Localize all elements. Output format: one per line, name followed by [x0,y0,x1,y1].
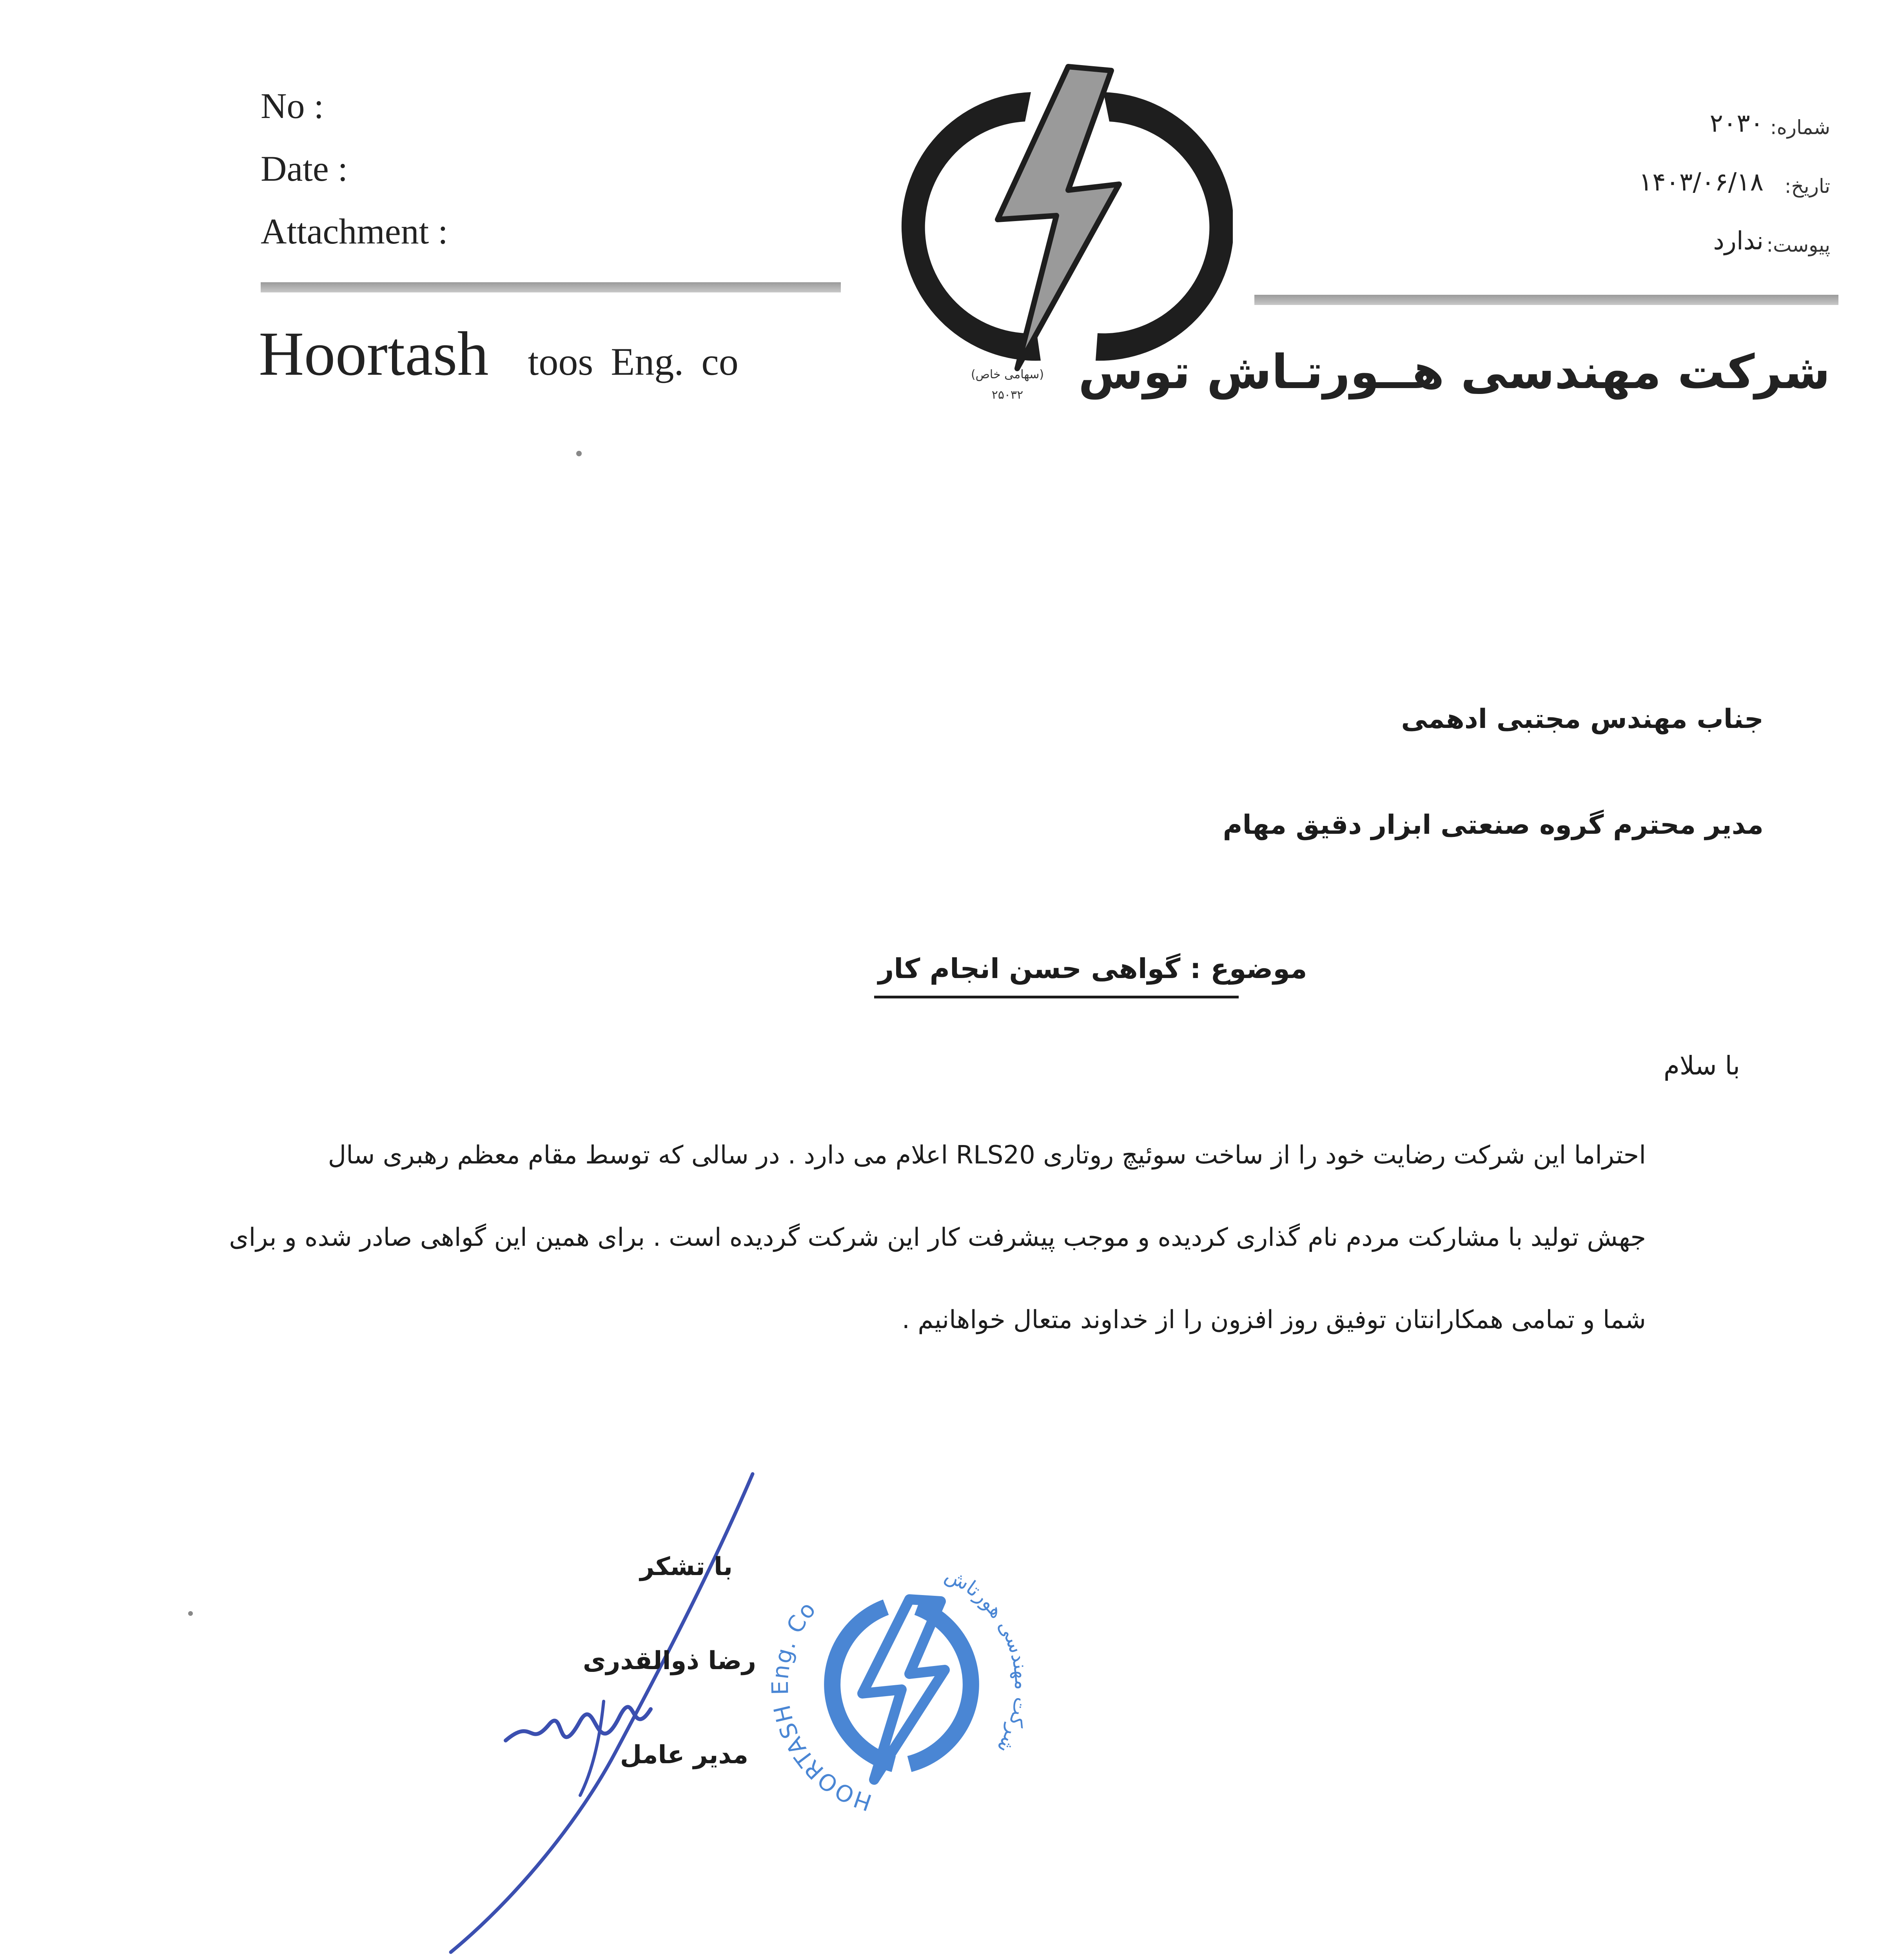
addressee-title: مدیر محترم گروه صنعتی ابزار دقیق مهام [1223,809,1764,840]
logo-arc-right [1096,92,1233,361]
company-name-main: Hoortash [259,319,489,388]
stamp-text-persian: شرکت مهندسی هورتاش [941,1563,1034,1757]
persian-header-labels [1766,98,1830,274]
handwritten-signature [431,1466,784,1960]
signer-name: رضا ذوالقدری [582,1646,756,1675]
fa-date-label: تاریخ: [1784,175,1830,198]
signer-role: مدیر عامل [620,1740,748,1769]
letter-number: ۲۰۳۰ [1709,109,1764,138]
date-label: Date : [261,149,348,189]
addressee [1223,666,1764,878]
attachment-label: Attachment : [261,211,448,251]
fa-number-label: شماره: [1770,116,1830,139]
company-stamp [745,1529,1058,1842]
persian-header-values [1639,94,1764,270]
scan-speck [188,1611,193,1616]
company-name-sub: toos Eng. co [528,340,739,383]
stamp-text-english: HOORTASH Eng. Co [766,1596,875,1816]
logo-caption-type: (سهامی خاص) [971,368,1044,381]
no-label: No : [261,86,324,126]
header-divider-left [261,282,841,292]
body-line: جهش تولید با مشارکت مردم نام گذاری کردیده و موجب پیشرفت کار این شرکت گردیده است . برای همین این گواهی صادر شده و برای [229,1223,1646,1252]
addressee-name: جناب مهندس مجتبی ادهمی [1401,704,1764,735]
logo-caption [956,365,1058,405]
body-line: احتراما این شرکت رضایت خود را از ساخت سوئیچ روتاری RLS20 اعلام می دارد . در سالی که توسط مقام معظم رهبری سال [328,1141,1646,1170]
english-header-fields [261,74,448,263]
letter-subject: موضوع : گواهی حسن انجام کار [878,953,1307,985]
company-name-english [259,318,739,390]
letter-date: ۱۴۰۳/۰۶/۱۸ [1639,168,1764,197]
closing-thanks: با تشکر [640,1552,733,1581]
body-line: شما و تمامی همکارانتان توفیق روز افزون را از خداوند متعال خواهانیم . [902,1305,1646,1334]
subject-underline [874,996,1239,998]
scan-speck [576,451,582,456]
company-name-persian: شرکت مهندسی هــورتـاش توس [1078,345,1830,399]
logo-arc-left [902,92,1041,361]
logo-caption-number: ۲۵۰۳۲ [991,388,1023,402]
greeting: با سلام [1663,1051,1740,1081]
fa-attachment-label: پیوست: [1766,234,1830,256]
header-divider-right [1254,295,1838,305]
letter-attachment: ندارد [1713,227,1764,256]
